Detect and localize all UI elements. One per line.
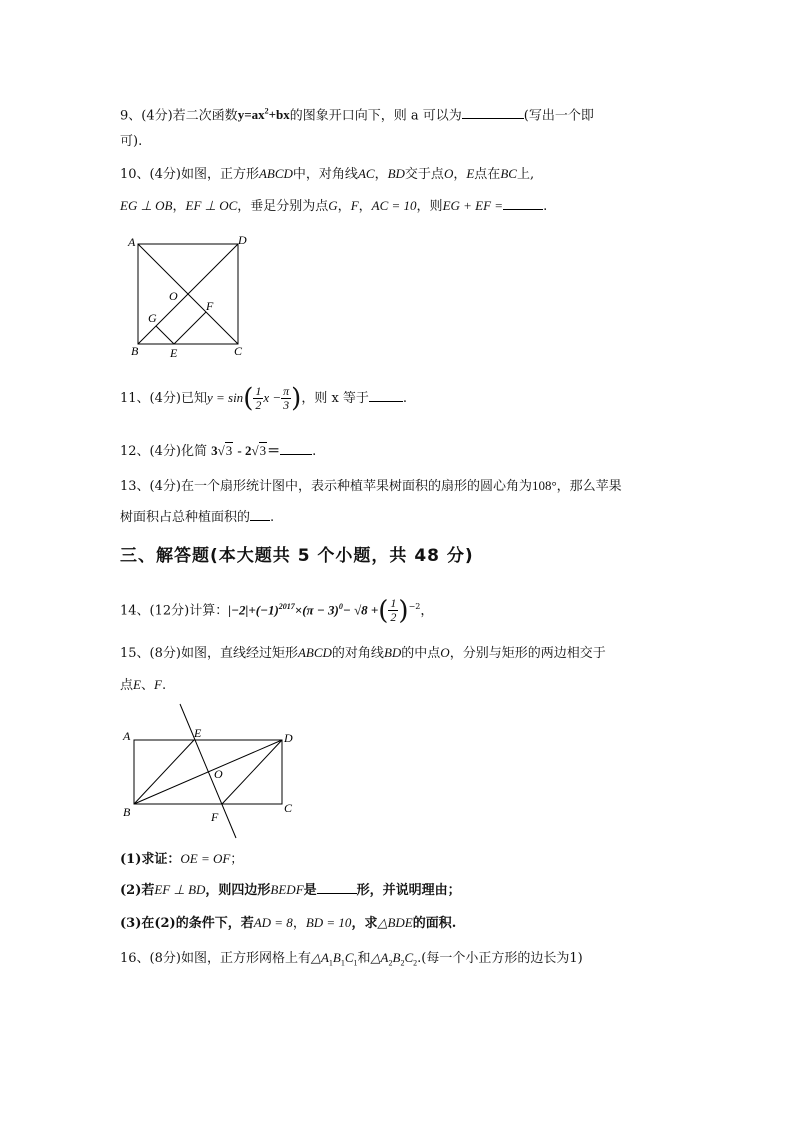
q9-function: $y=ax^2+bx$	[237, 107, 290, 123]
q9-number: 9、(4分)若二次函数	[120, 108, 238, 124]
q15-answer-blank	[317, 881, 357, 894]
section-3-title: 三、解答题(本大题共 5 个小题，共 48 分)	[120, 546, 474, 566]
label-A: A	[128, 235, 136, 249]
square-diagram	[124, 232, 254, 362]
question-12: 12、(4分)化简 3√3 - 2√3＝ .	[120, 443, 317, 459]
q9-tail: (写出一个即	[523, 108, 594, 124]
fig2-label-A: A	[123, 729, 131, 743]
fig2-label-E: E	[194, 726, 202, 740]
question-15-part1: (1)求证：OE = OF；	[120, 851, 244, 867]
question-14: 14、(12分)计算：$|-2|+(-1)^{2017}\times(\pi - 3)^0- √8$ +( $\frac{1}{2}$ )$^{-2}$，	[120, 595, 434, 626]
q9-text: 的图象开口向下，则 a 可以为	[289, 108, 462, 124]
question-11: 11、(4分)已知y = sin( $\frac{1}{2}$ x − $\frac{\pi}{3}$ )，则 x 等于 .	[120, 383, 408, 414]
label-D: D	[238, 233, 247, 247]
q10-answer-blank	[503, 197, 543, 210]
fig2-label-F: F	[211, 810, 219, 824]
fig2-label-C: C	[284, 801, 293, 815]
label-F: F	[206, 299, 214, 313]
label-B: B	[131, 344, 139, 358]
question-9-line2: 可).	[120, 134, 143, 149]
question-13: 13、(4分)在一个扇形统计图中，表示种植苹果树面积的扇形的圆心角为108°，那么苹果	[120, 478, 622, 494]
label-O: O	[169, 289, 178, 303]
label-C: C	[234, 344, 243, 358]
question-16: 16、(8分)如图，正方形网格上有$\triangle A_1B_1C_1$和$\triangle A_2B_2C_2$.(每一个小正方形的边长为1)	[120, 950, 583, 968]
label-E: E	[170, 346, 178, 360]
question-9	[120, 102, 594, 126]
q11-answer-blank	[369, 389, 403, 402]
question-10: 10、(4分)如图，正方形ABCD中，对角线AC，BD交于点O，E点在BC上,	[120, 166, 535, 182]
q9-answer-blank	[462, 106, 524, 119]
rectangle-diagram	[118, 700, 308, 840]
q12-answer-blank	[280, 442, 312, 455]
question-10-line2: EG ⊥ OB，EF ⊥ OC，垂足分别为点G，F，AC = 10，则EG + EF = .	[120, 198, 548, 214]
fig2-label-B: B	[123, 805, 131, 819]
fig2-label-D: D	[284, 731, 293, 745]
question-15-part3: (3)在(2)的条件下，若AD = 8，BD = 10，求△BDE的面积.	[120, 915, 457, 931]
question-15-line2: 点E、F.	[120, 677, 167, 693]
question-15: 15、(8分)如图，直线经过矩形ABCD的对角线BD的中点O，分别与矩形的两边相交于	[120, 645, 606, 661]
question-13-line2: 树面积占总种植面积的 .	[120, 510, 275, 525]
q13-answer-blank	[250, 508, 270, 521]
question-15-part2: (2)若EF ⊥ BD，则四边形BEDF是 形，并说明理由；	[120, 882, 461, 898]
fig2-label-O: O	[214, 767, 223, 781]
label-G: G	[148, 311, 157, 325]
